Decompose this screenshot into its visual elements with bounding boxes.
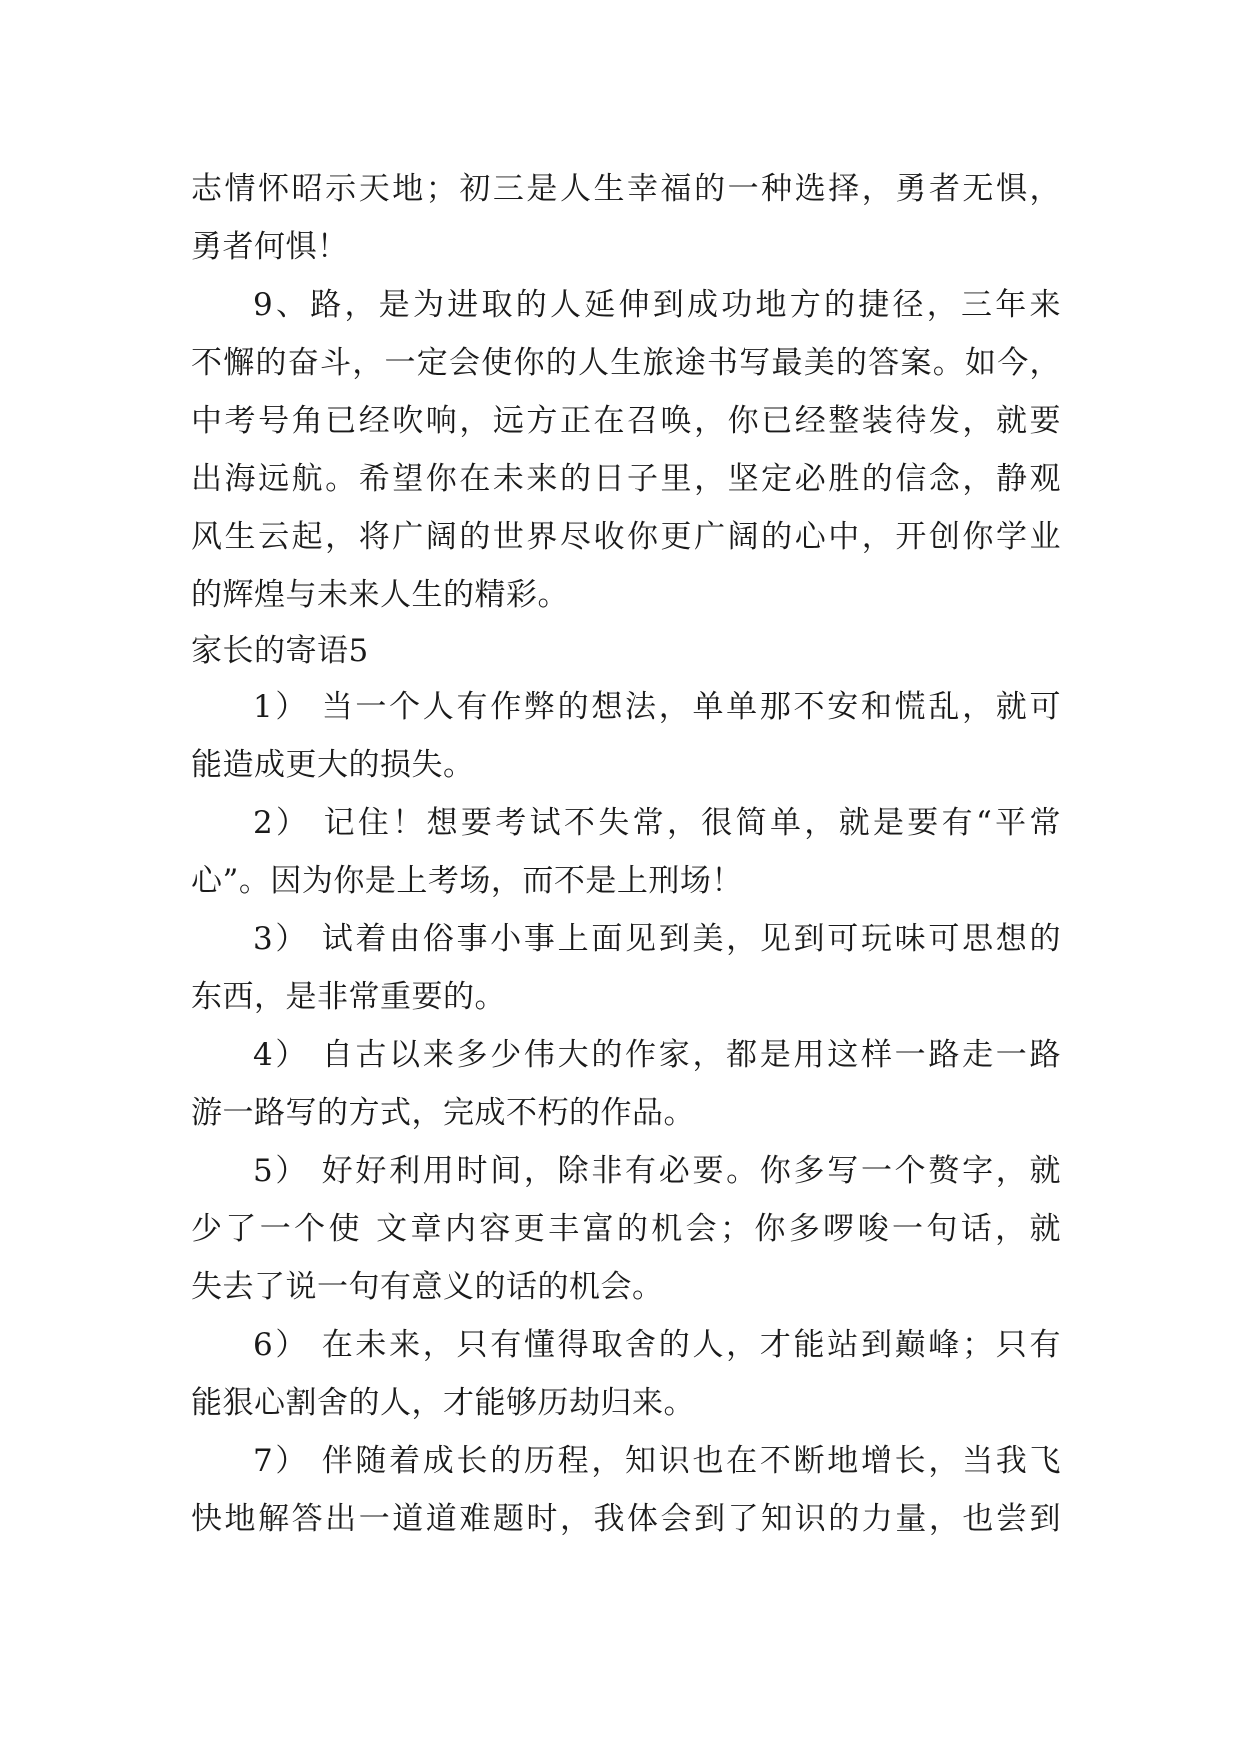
text-line: 游一路写的方式，完成不朽的作品。 xyxy=(191,1095,695,1131)
text-line: 9、路，是为进取的人延伸到成功地方的捷径，三年来 xyxy=(253,287,1061,323)
text-line: 风生云起，将广阔的世界尽收你更广阔的心中，开创你学业 xyxy=(191,519,1061,555)
text-line: 快地解答出一道道难题时，我体会到了知识的力量，也尝到 xyxy=(191,1501,1061,1537)
text-line: 7） 伴随着成长的历程，知识也在不断地增长，当我飞 xyxy=(253,1443,1061,1479)
text-line: 能狠心割舍的人，才能够历劫归来。 xyxy=(191,1385,695,1421)
list-item-1 xyxy=(191,678,1061,794)
paragraph-8-tail xyxy=(191,160,1061,276)
list-item-4 xyxy=(191,1026,1061,1142)
text-line: 不懈的奋斗，一定会使你的人生旅途书写最美的答案。如今， xyxy=(191,345,1061,381)
text-line: 失去了说一句有意义的话的机会。 xyxy=(191,1269,664,1305)
text-line: 2） 记住！想要考试不失常，很简单，就是要有“平常 xyxy=(253,805,1061,841)
text-line: 1） 当一个人有作弊的想法，单单那不安和慌乱，就可 xyxy=(253,689,1061,725)
text-line: 勇者何惧！ xyxy=(191,229,349,265)
text-line: 出海远航。希望你在未来的日子里，坚定必胜的信念，静观 xyxy=(191,461,1061,497)
text-line: 中考号角已经吹响，远方正在召唤，你已经整装待发，就要 xyxy=(191,403,1061,439)
text-line: 6） 在未来，只有懂得取舍的人，才能站到巅峰；只有 xyxy=(253,1327,1061,1363)
list-item-5 xyxy=(191,1142,1061,1316)
text-line: 5） 好好利用时间，除非有必要。你多写一个赘字，就 xyxy=(253,1153,1061,1189)
list-item-3 xyxy=(191,910,1061,1026)
text-line: 4） 自古以来多少伟大的作家，都是用这样一路走一路 xyxy=(253,1037,1061,1073)
text-line: 东西，是非常重要的。 xyxy=(191,979,506,1015)
text-line: 3） 试着由俗事小事上面见到美，见到可玩味可思想的 xyxy=(253,921,1061,957)
section-heading: 家长的寄语5 xyxy=(191,633,369,669)
text-line: 的辉煌与未来人生的精彩。 xyxy=(191,577,569,613)
text-line: 能造成更大的损失。 xyxy=(191,747,475,783)
text-line: 志情怀昭示天地；初三是人生幸福的一种选择，勇者无惧， xyxy=(191,171,1061,207)
text-line: 心”。因为你是上考场，而不是上刑场！ xyxy=(191,863,743,899)
list-item-7 xyxy=(191,1432,1061,1548)
paragraph-9 xyxy=(191,276,1061,624)
list-item-2 xyxy=(191,794,1061,910)
text-line: 少了一个使 文章内容更丰富的机会；你多啰唆一句话，就 xyxy=(191,1211,1061,1247)
list-item-6 xyxy=(191,1316,1061,1432)
document-page xyxy=(191,160,1061,1548)
